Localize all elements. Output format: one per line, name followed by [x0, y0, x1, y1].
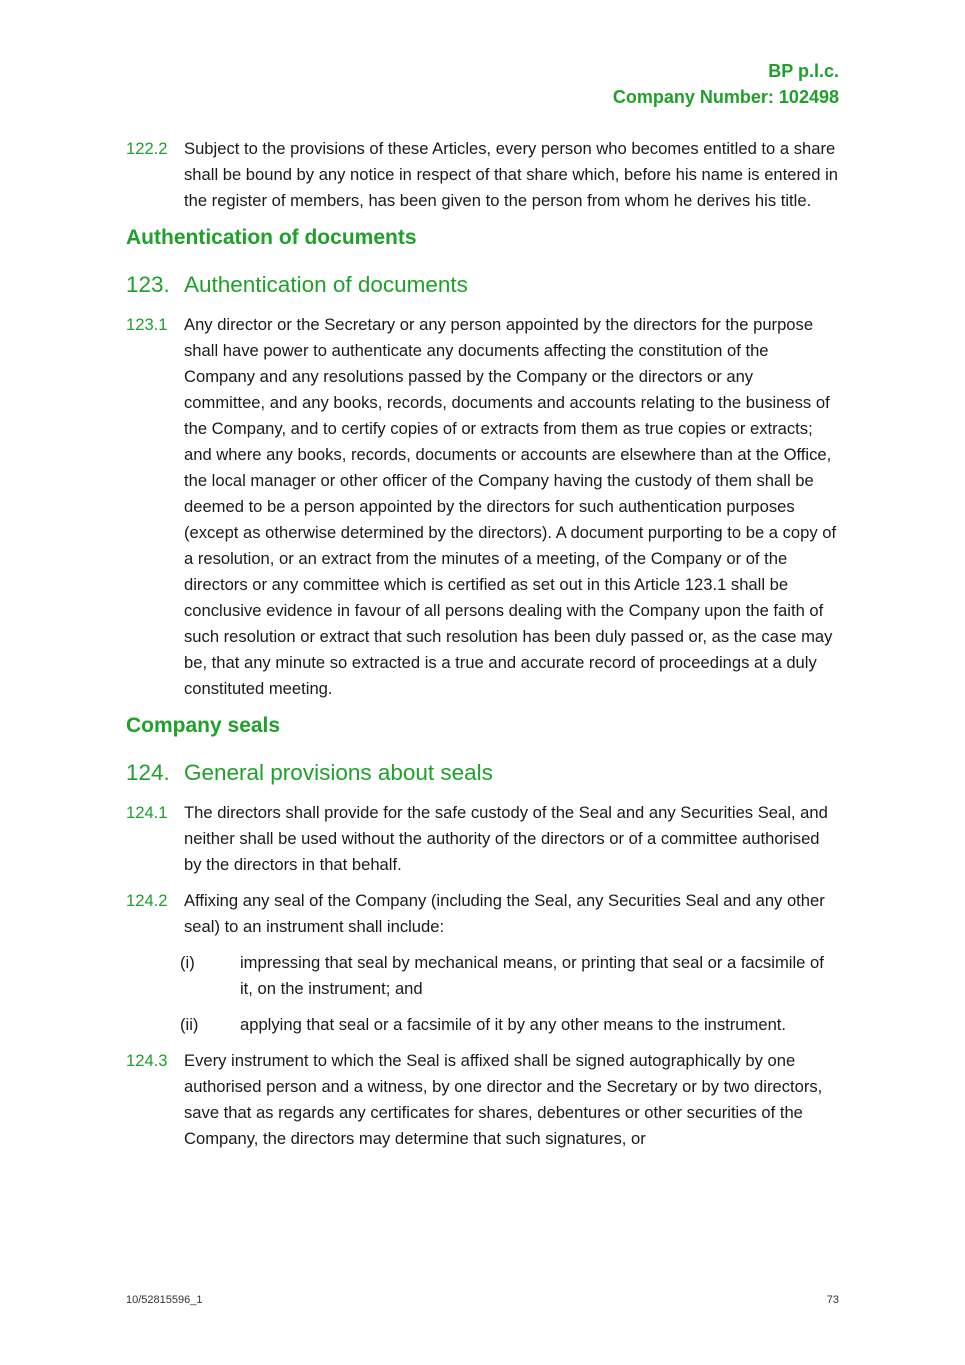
- document-reference: 10/52815596_1: [126, 1294, 203, 1306]
- page-header: [613, 58, 839, 110]
- article-title: Authentication of documents: [184, 272, 468, 297]
- clause-number: 124.2: [126, 891, 168, 910]
- clause-text: Every instrument to which the Seal is affixed shall be signed autographically by one authorised person and a witness, by one director and the Secretary or by two directors, save that as regards any certificates for shares, debentures or other securities of the Company, the directors may determine that such signatures, or: [184, 1051, 823, 1148]
- clause-number: 124.3: [126, 1051, 168, 1070]
- page-number: 73: [826, 1294, 839, 1306]
- clause-number: 123.1: [126, 315, 168, 334]
- clause-text: Any director or the Secretary or any person appointed by the directors for the purpose shall have power to authenticate any documents affecting the constitution of the Company and any resolutions passed by the Company or the directors or any committee, and any books, records, documents and accounts relating to the business of the Company, and to certify copies of or extracts from them as true copies or extracts; and where any books, records, documents or accounts are elsewhere than at the Office, the local manager or other officer of the Company having the custody of them shall be deemed to be a person appointed by the directors for such authentication purposes (except as otherwise determined by the directors). A document purporting to be a copy of a resolution, or an extract from the minutes of a meeting, of the Company or of the directors or any committee which is certified as set out in this Article 123.1 shall be conclusive evidence in favour of all persons dealing with the Company upon the faith of such resolution or extract that such resolution has been duly passed or, as the case may be, that any minute so extracted is a true and accurate record of proceedings at a duly constituted meeting.: [184, 315, 837, 698]
- clause-124-1: [126, 800, 838, 878]
- article-number: 123.: [126, 272, 170, 297]
- section-heading-company-seals: Company seals: [126, 714, 281, 737]
- article-heading-123: [126, 270, 838, 300]
- clause-124-2: [126, 888, 838, 940]
- sub-clause-text: impressing that seal by mechanical means, or printing that seal or a facsimile of it, on the instrument; and: [240, 953, 824, 998]
- article-heading-124: [126, 758, 838, 788]
- clause-text: The directors shall provide for the safe custody of the Seal and any Securities Seal, and neither shall be used without the authority of the directors or of a committee authorised by the directors in that behalf.: [184, 803, 828, 874]
- section-heading-authentication: Authentication of documents: [126, 226, 417, 249]
- clause-number: 124.1: [126, 803, 168, 822]
- article-title: General provisions about seals: [184, 760, 493, 785]
- clause-text: Affixing any seal of the Company (including the Seal, any Securities Seal and any other seal) to an instrument shall include:: [184, 891, 825, 936]
- article-number: 124.: [126, 760, 170, 785]
- clause-text: Subject to the provisions of these Articles, every person who becomes entitled to a share shall be bound by any notice in respect of that share which, before his name is entered in the register of members, has been given to the person from whom he derives his title.: [184, 139, 839, 210]
- sub-clause-number: (i): [180, 953, 195, 972]
- sub-clause-text: applying that seal or a facsimile of it by any other means to the instrument.: [240, 1015, 787, 1034]
- document-body: [126, 136, 838, 1162]
- sub-clause-ii: [180, 1012, 838, 1038]
- clause-123-1: [126, 312, 838, 702]
- sub-clause-i: [180, 950, 838, 1002]
- clause-number: 122.2: [126, 139, 168, 158]
- company-name: BP p.l.c.: [768, 61, 839, 81]
- clause-122-2: [126, 136, 838, 214]
- company-number: Company Number: 102498: [612, 87, 839, 107]
- sub-clause-number: (ii): [180, 1015, 199, 1034]
- clause-124-3: [126, 1048, 838, 1152]
